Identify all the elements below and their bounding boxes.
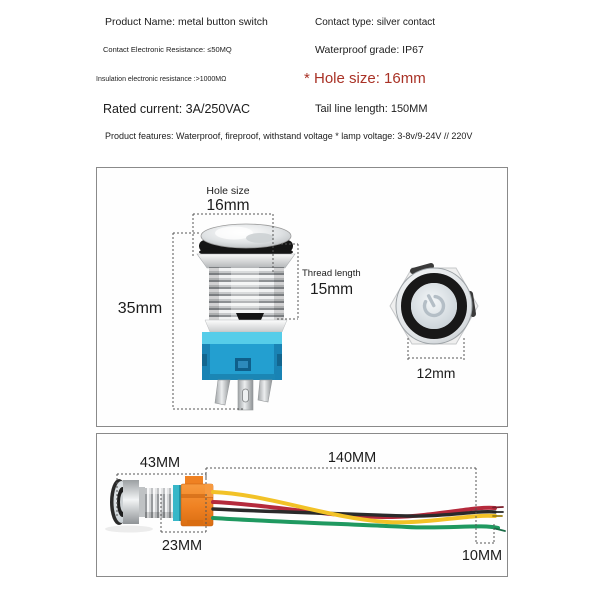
product-name-text: Product Name: metal button switch: [105, 16, 268, 28]
thread-length-label: Thread length: [302, 268, 361, 279]
contact-resistance-text: Contact Electronic Resistance: ≤50MQ: [103, 45, 232, 54]
waterproof-grade-text: Waterproof grade: IP67: [315, 44, 424, 56]
tip-length-value: 10MM: [461, 548, 503, 564]
insulation-resistance-text: Insulation electronic resistance :>1000MΩ: [96, 76, 227, 83]
hole-size-value: 16mm: [206, 197, 250, 214]
body-height-value: 35mm: [117, 300, 163, 317]
hole-size-highlight-text: * Hole size: 16mm: [304, 70, 426, 87]
total-length-value: 43MM: [139, 455, 181, 471]
contact-type-text: Contact type: silver contact: [315, 17, 436, 28]
wire-connector: [181, 476, 213, 526]
wire-harness: [213, 492, 505, 531]
switch-side-view: [197, 224, 295, 410]
hole-size-label: Hole size: [206, 185, 250, 197]
wire-diagram: [97, 434, 507, 576]
wire-diagram-panel: [96, 433, 508, 577]
button-diameter-value: 12mm: [416, 365, 456, 381]
dimension-diagram: [97, 168, 507, 426]
connector-length-value: 23MM: [161, 538, 203, 554]
product-features-text: Product features: Waterproof, fireproof, withstand voltage * lamp voltage: 3-8v/9-24V // 220V: [105, 131, 473, 141]
tail-line-length-text: Tail line length: 150MM: [315, 103, 428, 115]
wire-length-value: 140MM: [327, 450, 377, 466]
switch-with-harness: [105, 476, 505, 533]
thread-length-value: 15mm: [310, 281, 354, 298]
dimension-diagram-panel: [96, 167, 508, 427]
rated-current-text: Rated current: 3A/250VAC: [103, 102, 251, 116]
tip-length-dimension: [462, 524, 502, 564]
switch-front-view: [390, 266, 478, 344]
